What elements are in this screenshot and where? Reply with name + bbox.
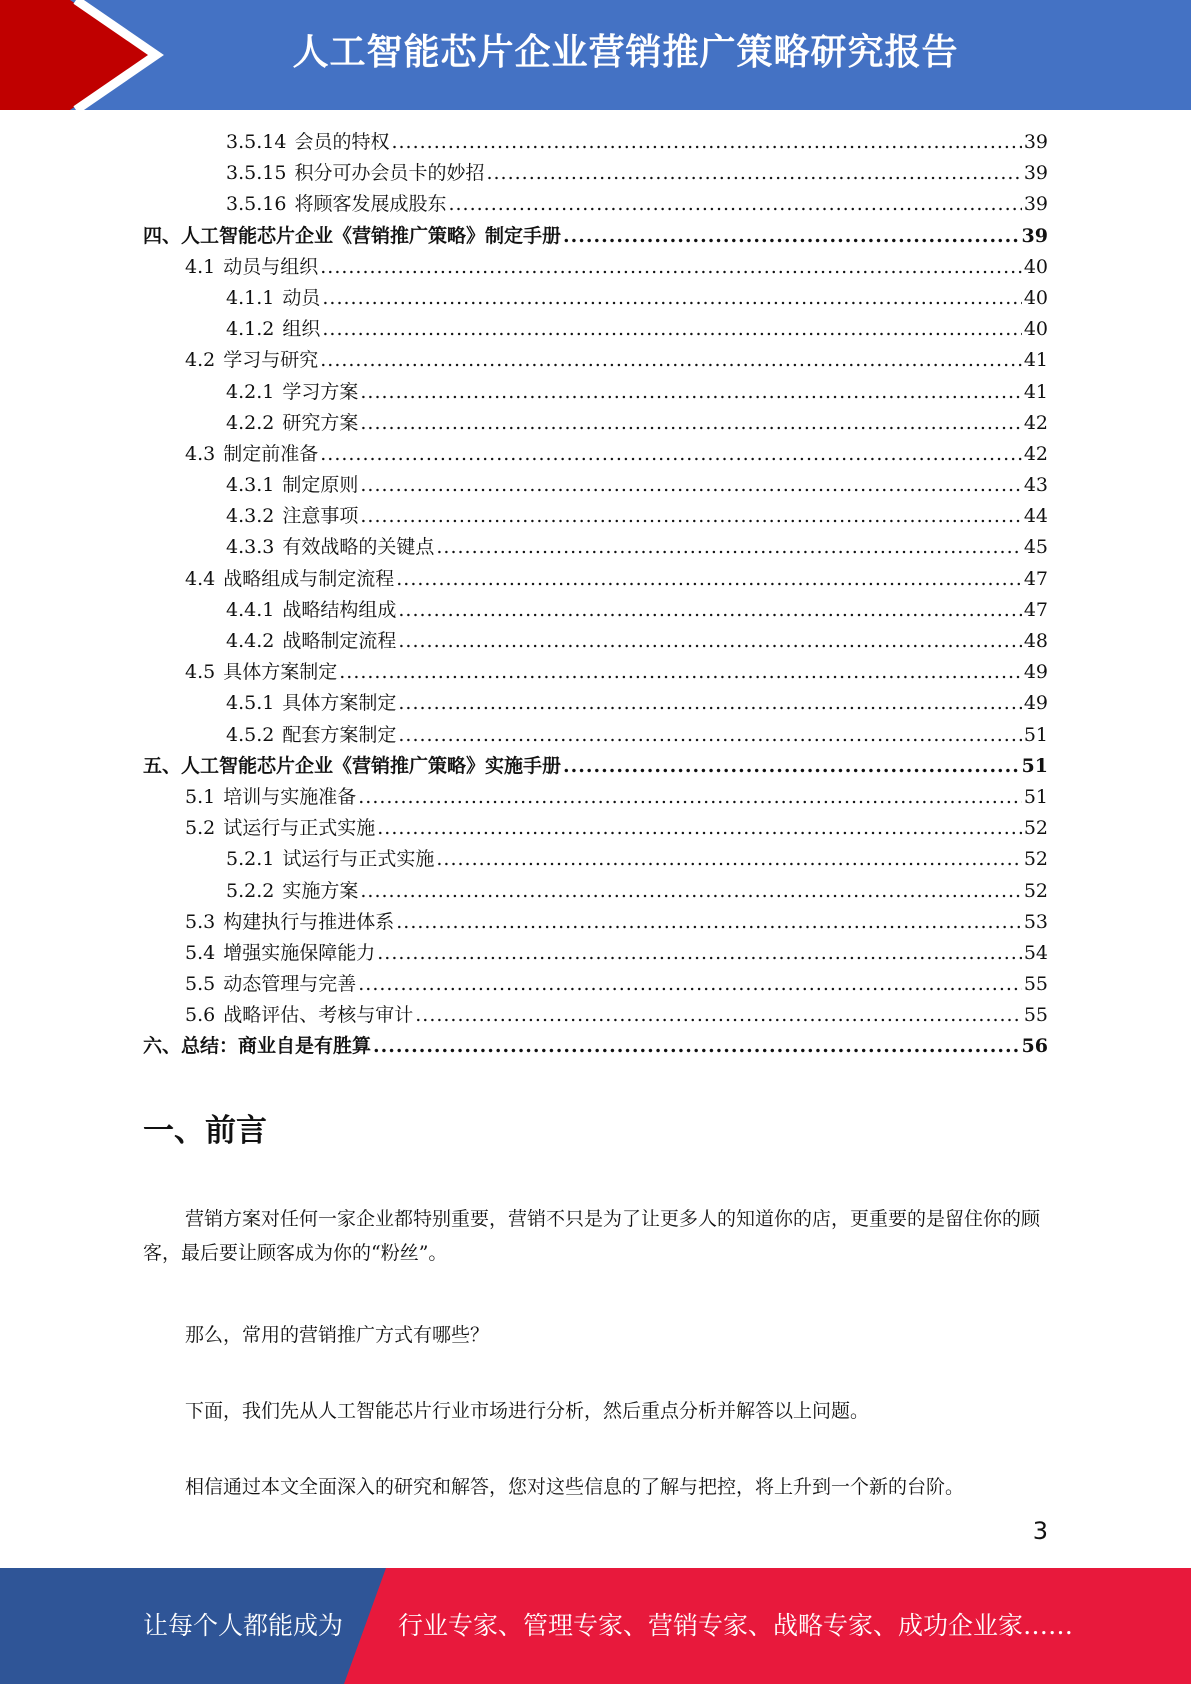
toc-entry-page: 39: [1023, 193, 1048, 216]
toc-dot-leader: [563, 751, 1020, 782]
toc-entry-page: 40: [1023, 255, 1048, 278]
toc-entry-number: 5.4: [185, 941, 216, 964]
toc-entry-number: 4.3.2: [226, 505, 275, 528]
toc-entry-title: 战略组成与制定流程: [223, 567, 395, 590]
toc-entry-title: 研究方案: [282, 411, 359, 434]
toc-entry-number: 5.2.2: [226, 879, 275, 902]
toc-entry-number: 4.2.1: [226, 380, 275, 403]
page-number: 3: [1032, 1517, 1048, 1545]
toc-entry-number: 4.3.1: [226, 474, 275, 497]
toc-entry-page: 47: [1023, 567, 1048, 590]
toc-entry-number: 3.5.14: [226, 131, 287, 153]
toc-entry-title: 四、人工智能芯片企业《营销推广策略》制定手册: [143, 224, 562, 247]
toc-dot-leader: [358, 782, 1022, 813]
toc-entry-title: 学习与研究: [223, 349, 319, 372]
toc-dot-leader: [436, 844, 1021, 875]
toc-entry-page: 52: [1023, 879, 1048, 902]
toc-dot-leader: [563, 221, 1020, 252]
toc-entry-number: 5.1: [185, 785, 216, 808]
toc-entry[interactable]: [143, 876, 1048, 907]
toc-entry-number: 5.3: [185, 910, 216, 933]
toc-entry[interactable]: [143, 501, 1048, 532]
toc-entry-page: 42: [1023, 442, 1048, 465]
toc-entry[interactable]: [143, 252, 1048, 283]
toc-entry-title: 学习方案: [282, 380, 359, 403]
toc-entry-page: 55: [1023, 973, 1048, 996]
toc-entry-number: 5.2.1: [226, 848, 275, 871]
toc-entry-page: 41: [1023, 349, 1048, 372]
toc-entry[interactable]: [143, 1000, 1048, 1031]
toc-entry[interactable]: [143, 844, 1048, 875]
toc-dot-leader: [398, 688, 1021, 719]
toc-entry-page: 53: [1023, 910, 1048, 933]
toc-dot-leader: [486, 158, 1021, 189]
paragraph: 营销方案对任何一家企业都特别重要，营销不只是为了让更多人的知道你的店，更重要的是留住你的顾客，最后要让顾客成为你的“粉丝”。: [143, 1208, 1041, 1264]
toc-entry-title: 将顾客发展成股东: [294, 193, 447, 216]
toc-entry[interactable]: [143, 938, 1048, 969]
toc-dot-leader: [398, 720, 1021, 751]
toc-entry-number: 4.4: [185, 567, 216, 590]
toc-entry-page: 49: [1023, 692, 1048, 715]
toc-entry-number: 4.4.2: [226, 630, 275, 652]
paragraph: 相信通过本文全面深入的研究和解答，您对这些信息的了解与把控，将上升到一个新的台阶。: [185, 1476, 965, 1498]
header-banner: [0, 0, 1191, 110]
toc-entry[interactable]: [143, 470, 1048, 501]
toc-dot-leader: [360, 377, 1021, 408]
toc-entry-page: 55: [1023, 1004, 1048, 1027]
toc-entry-number: 5.6: [185, 1004, 216, 1027]
toc-entry[interactable]: [143, 782, 1048, 813]
toc-dot-leader: [398, 626, 1021, 657]
toc-entry[interactable]: [143, 345, 1048, 376]
toc-entry[interactable]: [143, 439, 1048, 470]
toc-entry-page: 41: [1023, 380, 1048, 403]
toc-entry-title: 配套方案制定: [282, 723, 397, 746]
toc-entry-title: 战略评估、考核与审计: [223, 1004, 414, 1027]
toc-entry-number: 3.5.16: [226, 193, 287, 216]
toc-entry-page: 54: [1023, 941, 1048, 964]
toc-dot-leader: [396, 564, 1022, 595]
toc-entry-number: 4.1.2: [226, 318, 275, 341]
toc-entry-number: 4.4.1: [226, 598, 275, 621]
toc-dot-leader: [339, 657, 1022, 688]
toc-dot-leader: [360, 470, 1021, 501]
toc-entry-title: 有效战略的关键点: [282, 536, 435, 559]
toc-dot-leader: [377, 938, 1022, 969]
toc-entry-page: 51: [1023, 723, 1048, 746]
toc-dot-leader: [398, 595, 1021, 626]
toc-dot-leader: [320, 439, 1022, 470]
toc-entry[interactable]: [143, 595, 1048, 626]
header-arrow-decoration: [0, 0, 200, 110]
table-of-contents: [143, 127, 1048, 1063]
toc-entry-page: 42: [1023, 411, 1048, 434]
toc-dot-leader: [391, 127, 1021, 158]
toc-entry-number: 5.5: [185, 973, 216, 996]
toc-entry[interactable]: [143, 626, 1048, 657]
toc-entry-number: 4.3: [185, 442, 216, 465]
toc-entry-title: 积分可办会员卡的妙招: [294, 162, 485, 185]
toc-entry[interactable]: [143, 532, 1048, 563]
toc-entry[interactable]: [143, 127, 1048, 158]
toc-entry-title: 动态管理与完善: [223, 973, 357, 996]
toc-dot-leader: [360, 408, 1021, 439]
toc-entry-title: 具体方案制定: [223, 661, 338, 684]
toc-entry-title: 培训与实施准备: [223, 785, 357, 808]
toc-entry-page: 52: [1023, 848, 1048, 871]
toc-entry[interactable]: [143, 813, 1048, 844]
section-heading: 一、前言: [143, 1113, 267, 1149]
toc-entry-number: 4.5: [185, 661, 216, 684]
toc-entry-title: 组织: [282, 318, 321, 341]
toc-entry[interactable]: [143, 688, 1048, 719]
toc-entry-title: 具体方案制定: [282, 692, 397, 715]
toc-entry-title: 会员的特权: [294, 131, 390, 153]
toc-dot-leader: [320, 345, 1022, 376]
toc-entry[interactable]: [143, 969, 1048, 1000]
toc-entry[interactable]: [143, 564, 1048, 595]
toc-dot-leader: [358, 969, 1022, 1000]
toc-entry-page: 39: [1023, 162, 1048, 185]
toc-dot-leader: [360, 876, 1021, 907]
toc-entry-page: 40: [1023, 286, 1048, 309]
toc-entry-title: 六、总结：商业自是有胜算: [143, 1035, 372, 1058]
toc-entry-page: 51: [1021, 754, 1048, 777]
toc-entry-number: 4.2: [185, 349, 216, 372]
toc-entry[interactable]: [143, 907, 1048, 938]
toc-entry-page: 47: [1023, 598, 1048, 621]
toc-entry[interactable]: [143, 377, 1048, 408]
toc-entry-number: 5.2: [185, 817, 216, 840]
toc-dot-leader: [377, 813, 1022, 844]
paragraph: 那么，常用的营销推广方式有哪些？: [185, 1324, 490, 1346]
toc-entry[interactable]: [143, 751, 1048, 782]
toc-entry-number: 4.5.2: [226, 723, 275, 746]
toc-entry-page: 43: [1023, 474, 1048, 497]
footer-slogan: 让每个人都能成为: [143, 1611, 344, 1640]
paragraph: 下面，我们先从人工智能芯片行业市场进行分析，然后重点分析并解答以上问题。: [185, 1400, 870, 1422]
toc-entry-number: 4.1.1: [226, 286, 275, 309]
toc-entry-number: 4.3.3: [226, 536, 275, 559]
toc-entry-page: 49: [1023, 661, 1048, 684]
toc-entry[interactable]: [143, 221, 1048, 252]
toc-entry-title: 战略结构组成: [282, 598, 397, 621]
toc-entry-title: 增强实施保障能力: [223, 941, 376, 964]
toc-dot-leader: [322, 314, 1021, 345]
toc-entry[interactable]: [143, 657, 1048, 688]
toc-entry[interactable]: [143, 720, 1048, 751]
toc-dot-leader: [373, 1031, 1020, 1062]
toc-entry-number: 4.5.1: [226, 692, 275, 715]
toc-entry-title: 试运行与正式实施: [282, 848, 435, 871]
toc-entry[interactable]: [143, 1031, 1048, 1062]
toc-entry[interactable]: [143, 408, 1048, 439]
toc-entry-number: 4.2.2: [226, 411, 275, 434]
toc-entry-title: 五、人工智能芯片企业《营销推广策略》实施手册: [143, 754, 562, 777]
toc-entry-page: 40: [1023, 318, 1048, 341]
toc-entry-number: 4.1: [185, 255, 216, 278]
toc-entry-title: 构建执行与推进体系: [223, 910, 395, 933]
toc-entry-title: 制定前准备: [223, 442, 319, 465]
report-title: 人工智能芯片企业营销推广策略研究报告: [292, 32, 959, 73]
toc-entry-number: 3.5.15: [226, 162, 287, 185]
toc-entry-title: 制定原则: [282, 474, 359, 497]
toc-entry-title: 动员与组织: [223, 255, 319, 278]
toc-entry-title: 试运行与正式实施: [223, 817, 376, 840]
toc-entry[interactable]: [143, 158, 1048, 189]
toc-entry[interactable]: [143, 314, 1048, 345]
toc-dot-leader: [448, 189, 1021, 220]
toc-entry-title: 战略制定流程: [282, 630, 397, 652]
toc-entry-title: 注意事项: [282, 505, 359, 528]
toc-entry-page: 44: [1023, 505, 1048, 528]
toc-dot-leader: [360, 501, 1021, 532]
toc-entry[interactable]: [143, 283, 1048, 314]
toc-entry[interactable]: [143, 189, 1048, 220]
footer-roles: 行业专家、管理专家、营销专家、战略专家、成功企业家……: [398, 1611, 1074, 1640]
toc-entry-page: 48: [1023, 630, 1048, 652]
toc-entry-page: 39: [1021, 224, 1048, 247]
toc-entry-title: 实施方案: [282, 879, 359, 902]
toc-entry-title: 动员: [282, 286, 321, 309]
toc-entry-page: 52: [1023, 817, 1048, 840]
toc-dot-leader: [320, 252, 1022, 283]
toc-entry-page: 39: [1023, 131, 1048, 153]
toc-dot-leader: [396, 907, 1022, 938]
toc-entry-page: 56: [1021, 1035, 1048, 1058]
toc-entry-page: 45: [1023, 536, 1048, 559]
toc-dot-leader: [415, 1000, 1022, 1031]
toc-entry-page: 51: [1023, 785, 1048, 808]
toc-dot-leader: [436, 532, 1021, 563]
footer-banner: [0, 1568, 1191, 1684]
toc-dot-leader: [322, 283, 1021, 314]
